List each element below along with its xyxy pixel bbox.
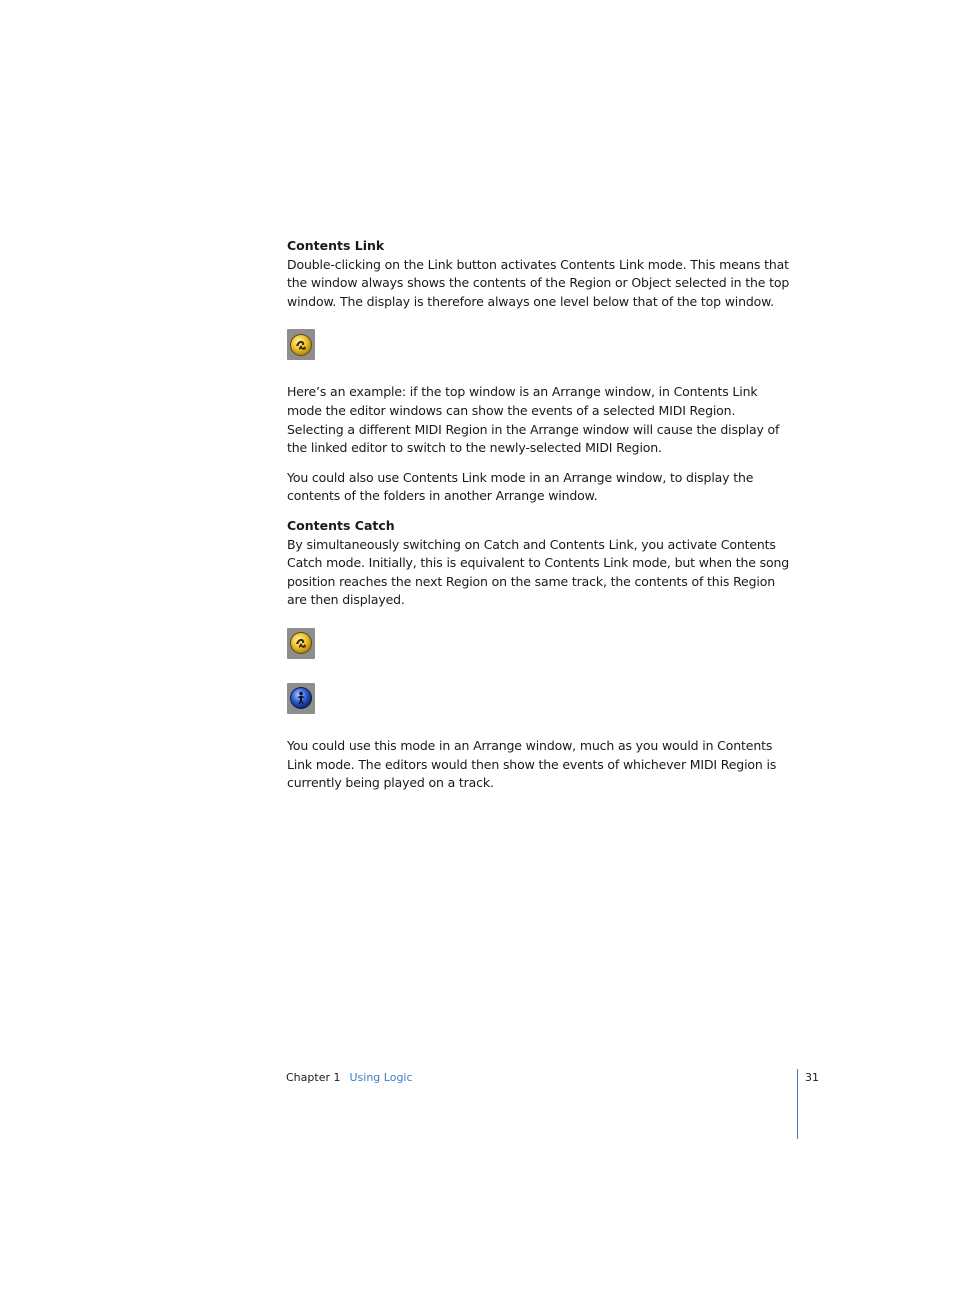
link-button-yellow-icon <box>287 329 315 360</box>
contents-link-description: Double-clicking on the Link button activates Contents Link mode. This means that the window always shows the contents of the Region or Object selected in the top window. The display is therefore always one level below that of the top window. <box>287 256 790 309</box>
contents-link-example: Here’s an example: if the top window is an Arrange window, in Contents Link mode the editor windows can show the events of a selected MIDI Region. Selecting a different MIDI Region in the Arrange window will cause the display of the linked editor to switch to the newly-selected MIDI Region. <box>287 384 780 456</box>
footer-divider <box>797 1069 798 1139</box>
contents-link-arrange-note: You could also use Contents Link mode in an Arrange window, to display the contents of the folders in another Arrange window. <box>287 469 754 504</box>
contents-catch-description: By simultaneously switching on Catch and Contents Link, you activate Contents Catch mode. Initially, this is equivalent to Contents Link mode, but when the song position reaches the next Region on the same track, the contents of this Region are then displayed. <box>287 536 789 608</box>
page-number: 31 <box>805 1071 819 1084</box>
page-content <box>287 237 795 804</box>
footer-chapter-number: Chapter 1 <box>286 1071 341 1084</box>
footer-chapter-title: Using Logic <box>349 1071 413 1084</box>
footer-chapter <box>286 1070 413 1086</box>
contents-link-heading: Contents Link <box>287 238 385 253</box>
contents-catch-arrange-note: You could use this mode in an Arrange window, much as you would in Contents Link mode. The editors would then show the events of whichever MIDI Region is currently being played on a track. <box>287 737 777 791</box>
link-button-yellow-icon <box>287 628 315 659</box>
contents-catch-heading: Contents Catch <box>287 517 395 533</box>
catch-button-blue-icon <box>287 683 315 714</box>
